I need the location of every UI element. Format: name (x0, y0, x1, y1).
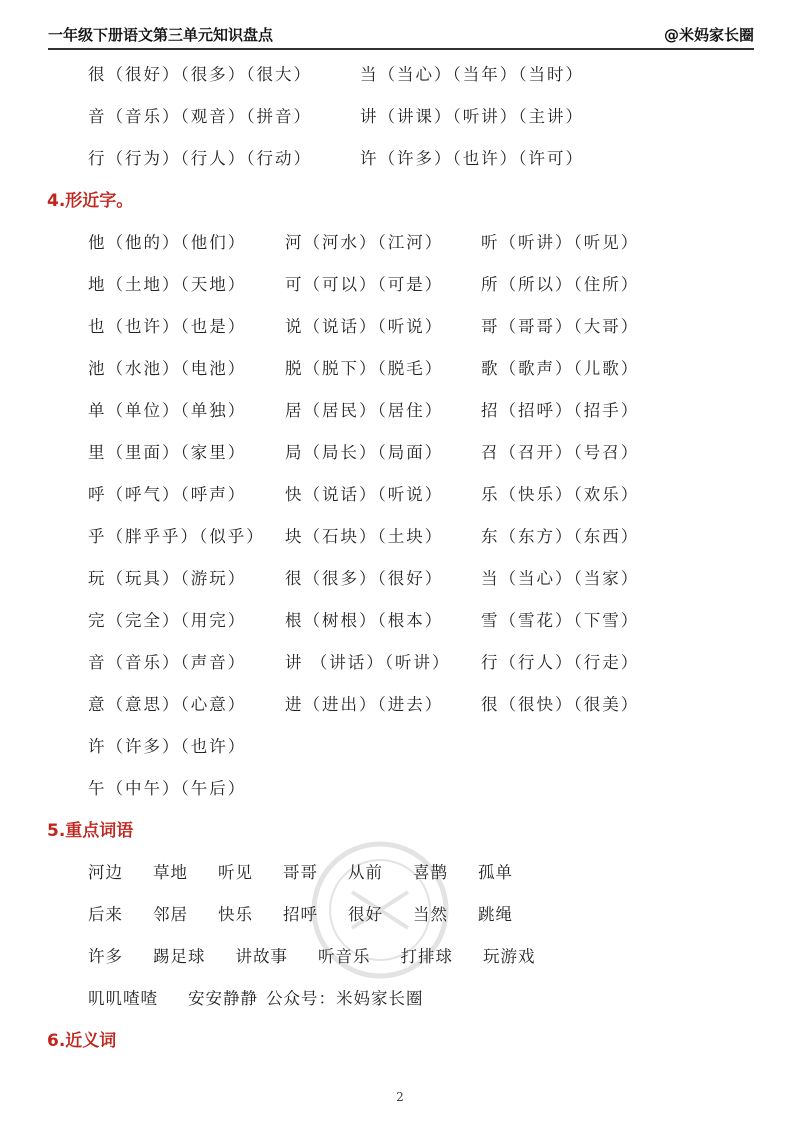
word-group: 听（听讲）（听见） (481, 233, 640, 252)
word-group: 当（当心）（当家） (481, 569, 640, 588)
key-word: 跳绳 (478, 905, 513, 924)
word-group: 可（可以）（可是） (285, 275, 444, 294)
word-group: 他（他的）（他们） (88, 233, 247, 252)
key-words-row (88, 859, 543, 887)
key-word: 安安静静 (188, 989, 258, 1008)
word-group: 里（里面）（家里） (88, 443, 247, 462)
key-word: 后来 (88, 905, 123, 924)
word-group: 许（许多）（也许） (88, 737, 247, 756)
word-group: 召（召开）（号召） (481, 443, 640, 462)
word-group: 行（行人）（行走） (481, 653, 640, 672)
key-word: 玩游戏 (483, 947, 536, 966)
word-group: 意（意思）（心意） (88, 695, 247, 714)
key-word: 踢足球 (153, 947, 206, 966)
word-group: 乎（胖乎乎）（似乎） (88, 527, 265, 546)
key-word: 打排球 (400, 947, 453, 966)
key-word: 许多 (88, 947, 123, 966)
word-group: 东（东方）（东西） (481, 527, 640, 546)
word-group: 当（当心）（当年）（当时） (360, 65, 584, 84)
key-word: 招呼 (283, 905, 318, 924)
key-word: 听音乐 (318, 947, 371, 966)
word-group: 乐（快乐）（欢乐） (481, 485, 640, 504)
word-group: 歌（歌声）（儿歌） (481, 359, 640, 378)
key-word: 邻居 (153, 905, 188, 924)
word-group: 行（行为）（行人）（行动） (88, 149, 312, 168)
section-title-key-words: 5.重点词语 (47, 821, 134, 841)
key-word: 快乐 (218, 905, 253, 924)
word-group: 河（河水）（江河） (285, 233, 444, 252)
word-group: 快（说话）（听说） (285, 485, 444, 504)
word-group: 块（石块）（土块） (285, 527, 444, 546)
word-group: 局（局长）（局面） (285, 443, 444, 462)
header-account: @米妈家长圈 (663, 26, 754, 44)
word-group: 所（所以）（住所） (481, 275, 640, 294)
key-word: 很好 (348, 905, 383, 924)
key-word: 听见 (218, 863, 253, 882)
word-group: 池（水池）（电池） (88, 359, 247, 378)
word-group: 讲（讲课）（听讲）（主讲） (360, 107, 584, 126)
key-words-row (88, 901, 543, 929)
key-word: 喜鹊 (413, 863, 448, 882)
word-group: 午（中午）（午后） (88, 779, 247, 798)
key-word: 公众号：米妈家长圈 (266, 989, 424, 1008)
word-group: 居（居民）（居住） (285, 401, 444, 420)
word-group: 脱（脱下）（脱毛） (285, 359, 444, 378)
word-group: 地（土地）（天地） (88, 275, 247, 294)
word-group: 也（也许）（也是） (88, 317, 247, 336)
word-group: 音（音乐）（声音） (88, 653, 247, 672)
key-word: 河边 (88, 863, 123, 882)
word-group: 雪（雪花）（下雪） (481, 611, 640, 630)
word-group: 音（音乐）（观音）（拼音） (88, 107, 312, 126)
key-word: 哥哥 (283, 863, 318, 882)
word-group: 说（说话）（听说） (285, 317, 444, 336)
key-words-row (88, 985, 454, 1013)
word-group: 完（完全）（用完） (88, 611, 247, 630)
word-group: 很（很好）（很多）（很大） (88, 65, 312, 84)
key-words-row (88, 943, 566, 971)
word-group: 很（很多）（很好） (285, 569, 444, 588)
word-group: 讲 （讲话）（听讲） (285, 653, 451, 672)
key-word: 孤单 (478, 863, 513, 882)
page-number: 2 (396, 1090, 404, 1104)
key-word: 从前 (348, 863, 383, 882)
key-word: 叽叽喳喳 (88, 989, 158, 1008)
word-group: 单（单位）（单独） (88, 401, 247, 420)
word-group: 玩（玩具）（游玩） (88, 569, 247, 588)
key-word: 讲故事 (235, 947, 288, 966)
key-word: 草地 (153, 863, 188, 882)
section-title-synonyms: 6.近义词 (47, 1031, 117, 1051)
word-group: 进（进出）（进去） (285, 695, 444, 714)
word-group: 呼（呼气）（呼声） (88, 485, 247, 504)
word-group: 招（招呼）（招手） (481, 401, 640, 420)
word-group: 许（许多）（也许）（许可） (360, 149, 584, 168)
header-title: 一年级下册语文第三单元知识盘点 (48, 26, 274, 44)
page-header (48, 22, 754, 50)
key-word: 当然 (413, 905, 448, 924)
section-title-similar-characters: 4.形近字。 (47, 191, 134, 211)
word-group: 哥（哥哥）（大哥） (481, 317, 640, 336)
word-group: 根（树根）（根本） (285, 611, 444, 630)
word-group: 很（很快）（很美） (481, 695, 640, 714)
